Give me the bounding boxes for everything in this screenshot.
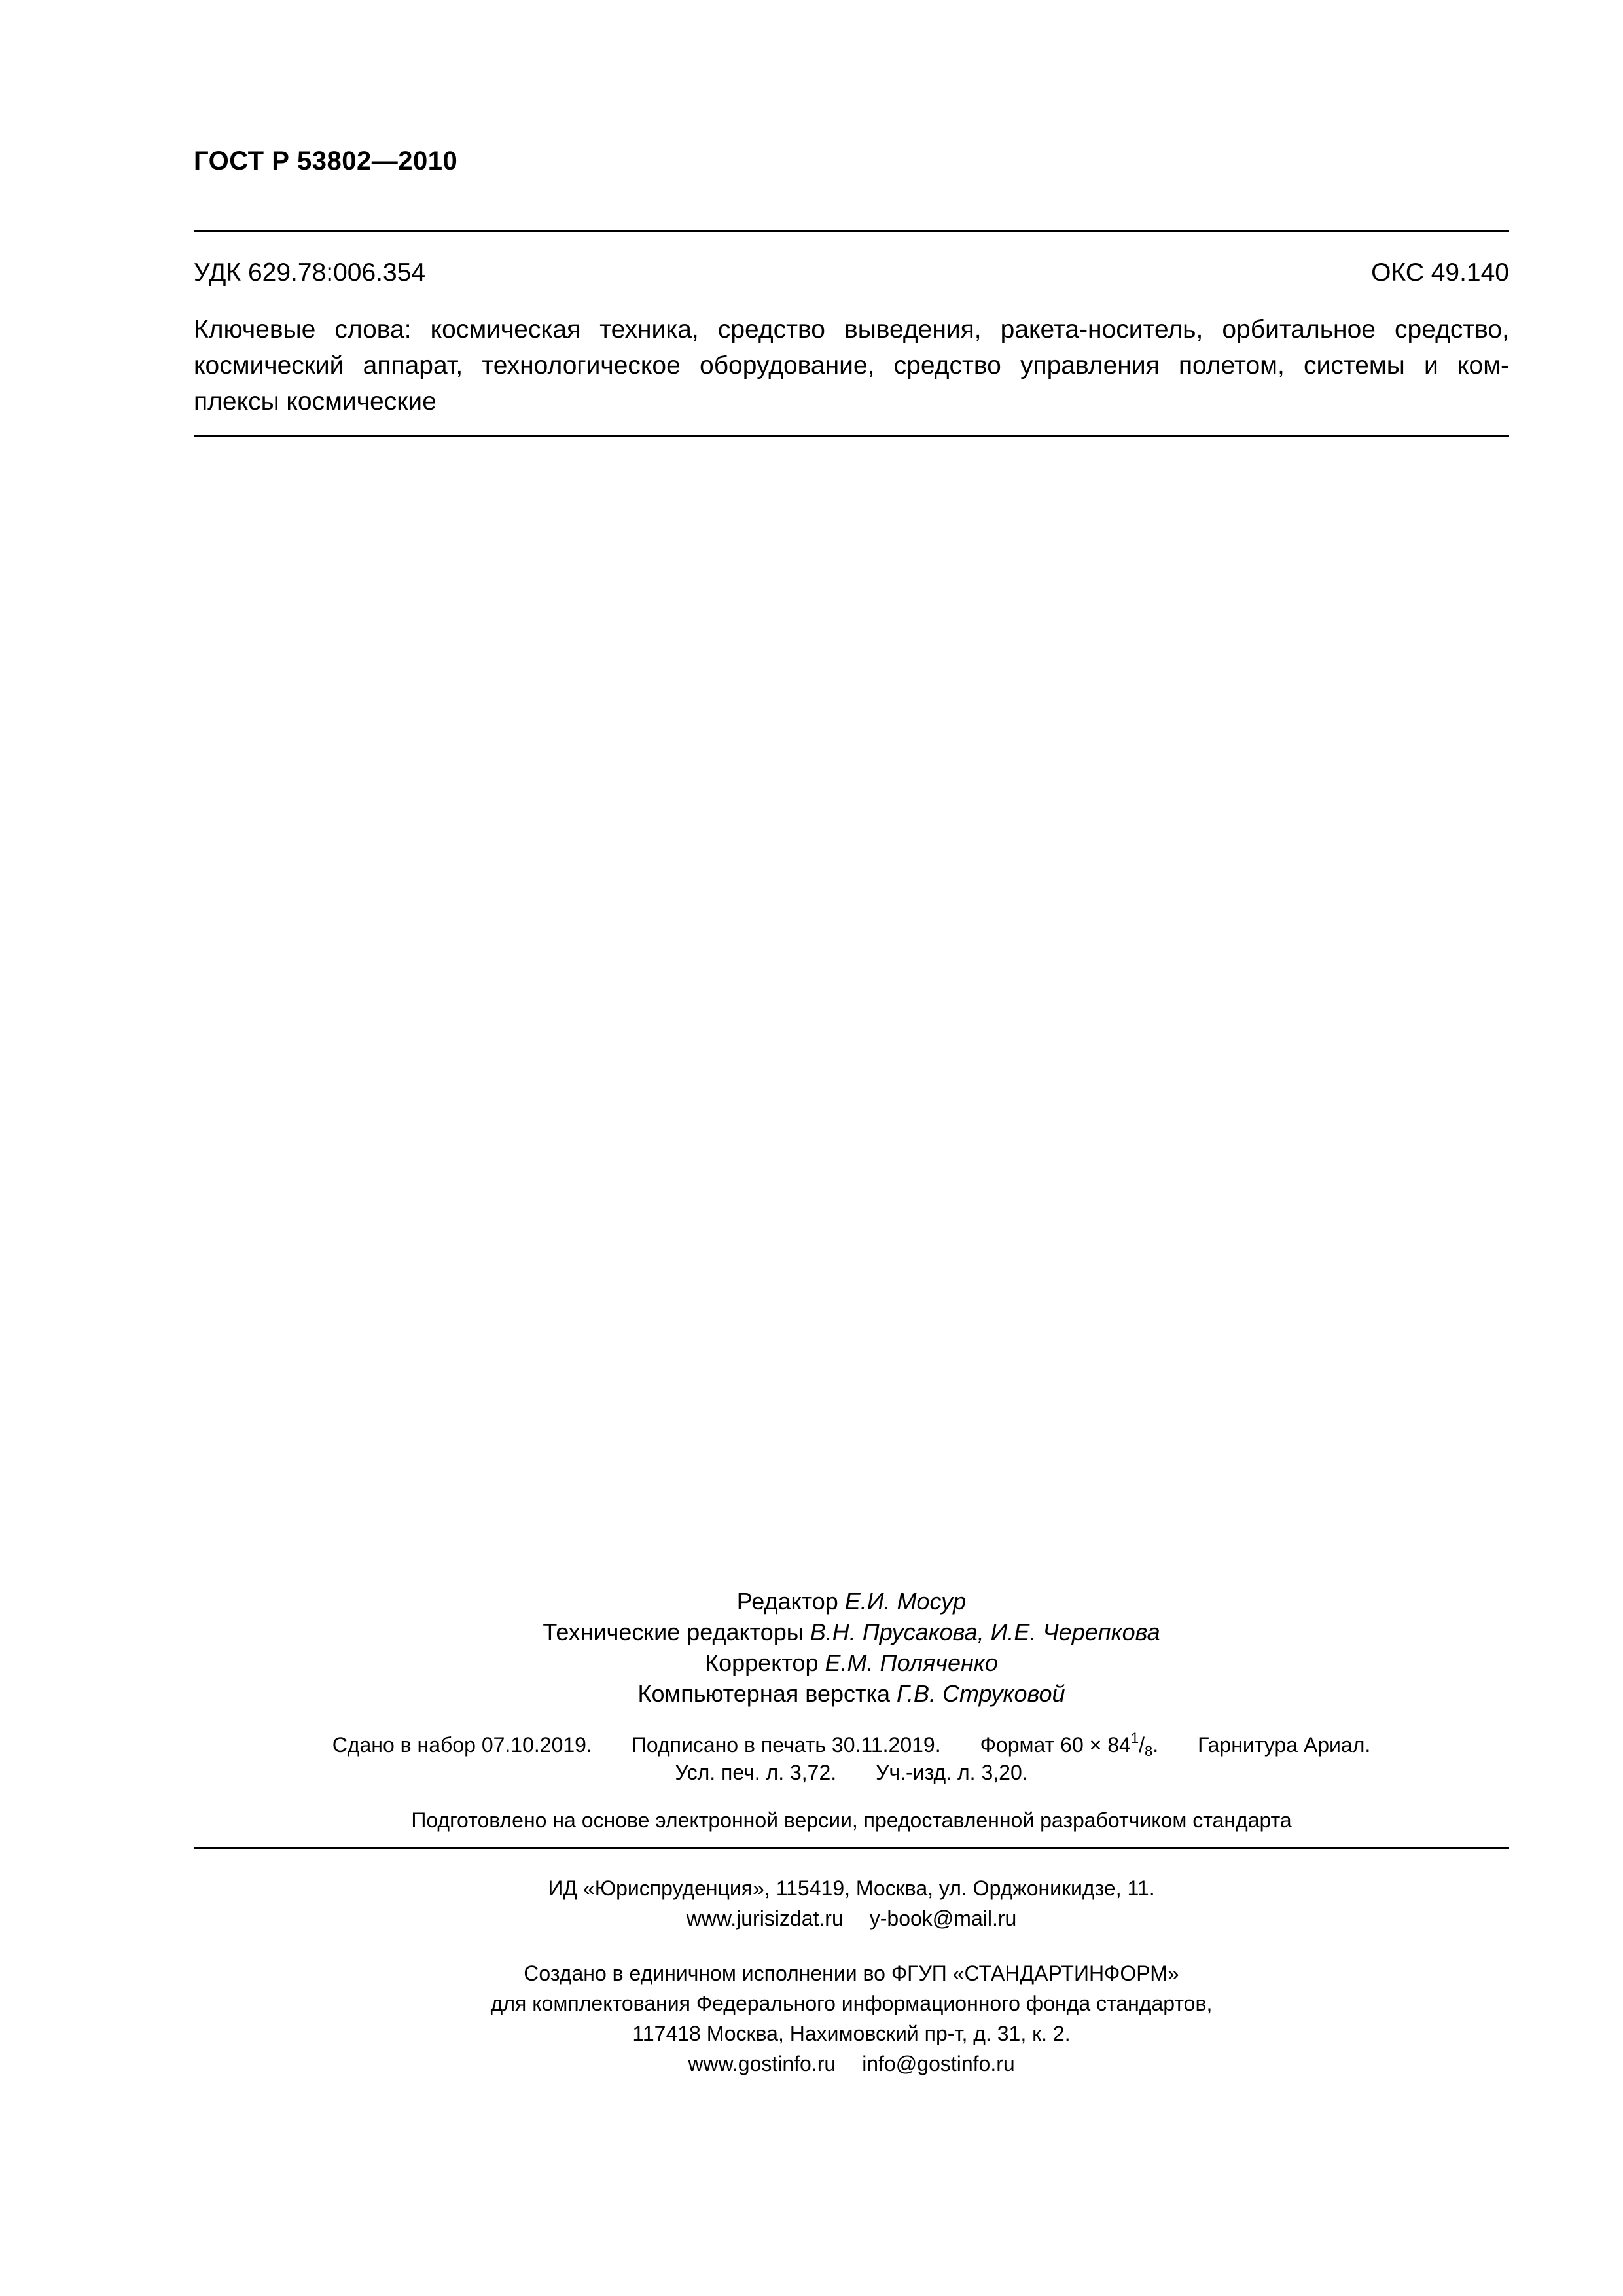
keywords-block bbox=[194, 312, 1509, 420]
top-divider bbox=[194, 230, 1509, 232]
creator-address: 117418 Москва, Нахимовский пр-т, д. 31, к. 2. bbox=[632, 2022, 1071, 2045]
creator-line: для комплектования Федерального информационного фонда стандартов, bbox=[490, 1992, 1213, 2015]
creator-line: Создано в единичном исполнении во ФГУП «СТАНДАРТИНФОРМ» bbox=[524, 1962, 1179, 1985]
paper-format: Формат $60 \times 84^1/_8$. bbox=[980, 1730, 1159, 1759]
keywords-line: космический аппарат, технологическое оборудование, средство управления полетом, системы и ком- bbox=[194, 351, 1509, 380]
publisher-email-link[interactable]: y-book@mail.ru bbox=[869, 1907, 1017, 1930]
editor-label: Редактор bbox=[736, 1588, 838, 1615]
publisher-block bbox=[194, 1873, 1509, 1933]
udk-code: УДК 629.78:006.354 bbox=[194, 259, 426, 287]
layout-line bbox=[194, 1678, 1509, 1709]
creator-contacts bbox=[194, 2049, 1509, 2079]
creator-block bbox=[194, 1958, 1509, 2079]
prepared-note: Подготовлено на основе электронной версии, предоставленной разработчиком стандарта bbox=[411, 1808, 1292, 1832]
credits-block bbox=[194, 1586, 1509, 1709]
tech-editors-line bbox=[194, 1617, 1509, 1647]
corrector-line bbox=[194, 1647, 1509, 1678]
signed-date: Подписано в печать 30.11.2019. bbox=[631, 1733, 941, 1757]
keywords-line: плексы космические bbox=[194, 387, 437, 416]
typeset-date: Сдано в набор 07.10.2019. bbox=[332, 1733, 592, 1757]
tech-editors-names: В.Н. Прусакова, И.Е. Черепкова bbox=[810, 1619, 1160, 1645]
keywords-divider bbox=[194, 435, 1509, 437]
publisher-address: ИД «Юриспруденция», 115419, Москва, ул. Орджоникидзе, 11. bbox=[548, 1876, 1155, 1900]
typeface: Гарнитура Ариал. bbox=[1198, 1733, 1371, 1757]
print-info-line-2 bbox=[194, 1759, 1509, 1786]
print-info bbox=[194, 1731, 1509, 1786]
tech-editors-label: Технические редакторы bbox=[543, 1619, 804, 1645]
creator-email-link[interactable]: info@gostinfo.ru bbox=[862, 2052, 1015, 2075]
publisher-website-link[interactable]: www.jurisizdat.ru bbox=[686, 1907, 844, 1930]
publisher-contacts bbox=[194, 1903, 1509, 1933]
creator-website-link[interactable]: www.gostinfo.ru bbox=[688, 2052, 836, 2075]
layout-name: Г.В. Струковой bbox=[897, 1680, 1065, 1707]
document-code: ГОСТ Р 53802—2010 bbox=[194, 147, 458, 175]
print-info-line-1 bbox=[194, 1731, 1509, 1759]
oks-code: ОКС 49.140 bbox=[1371, 259, 1509, 287]
corrector-name: Е.М. Поляченко bbox=[825, 1649, 998, 1676]
layout-label: Компьютерная верстка bbox=[637, 1680, 891, 1707]
publishing-sheets: Уч.-изд. л. 3,20. bbox=[876, 1761, 1028, 1784]
editor-line bbox=[194, 1586, 1509, 1617]
editor-name: Е.И. Мосур bbox=[844, 1588, 967, 1615]
keywords-line: Ключевые слова: космическая техника, средство выведения, ракета-носитель, орбитальное средство, bbox=[194, 315, 1509, 344]
corrector-label: Корректор bbox=[705, 1649, 819, 1676]
print-sheets: Усл. печ. л. 3,72. bbox=[675, 1761, 837, 1784]
footer-divider bbox=[194, 1847, 1509, 1849]
